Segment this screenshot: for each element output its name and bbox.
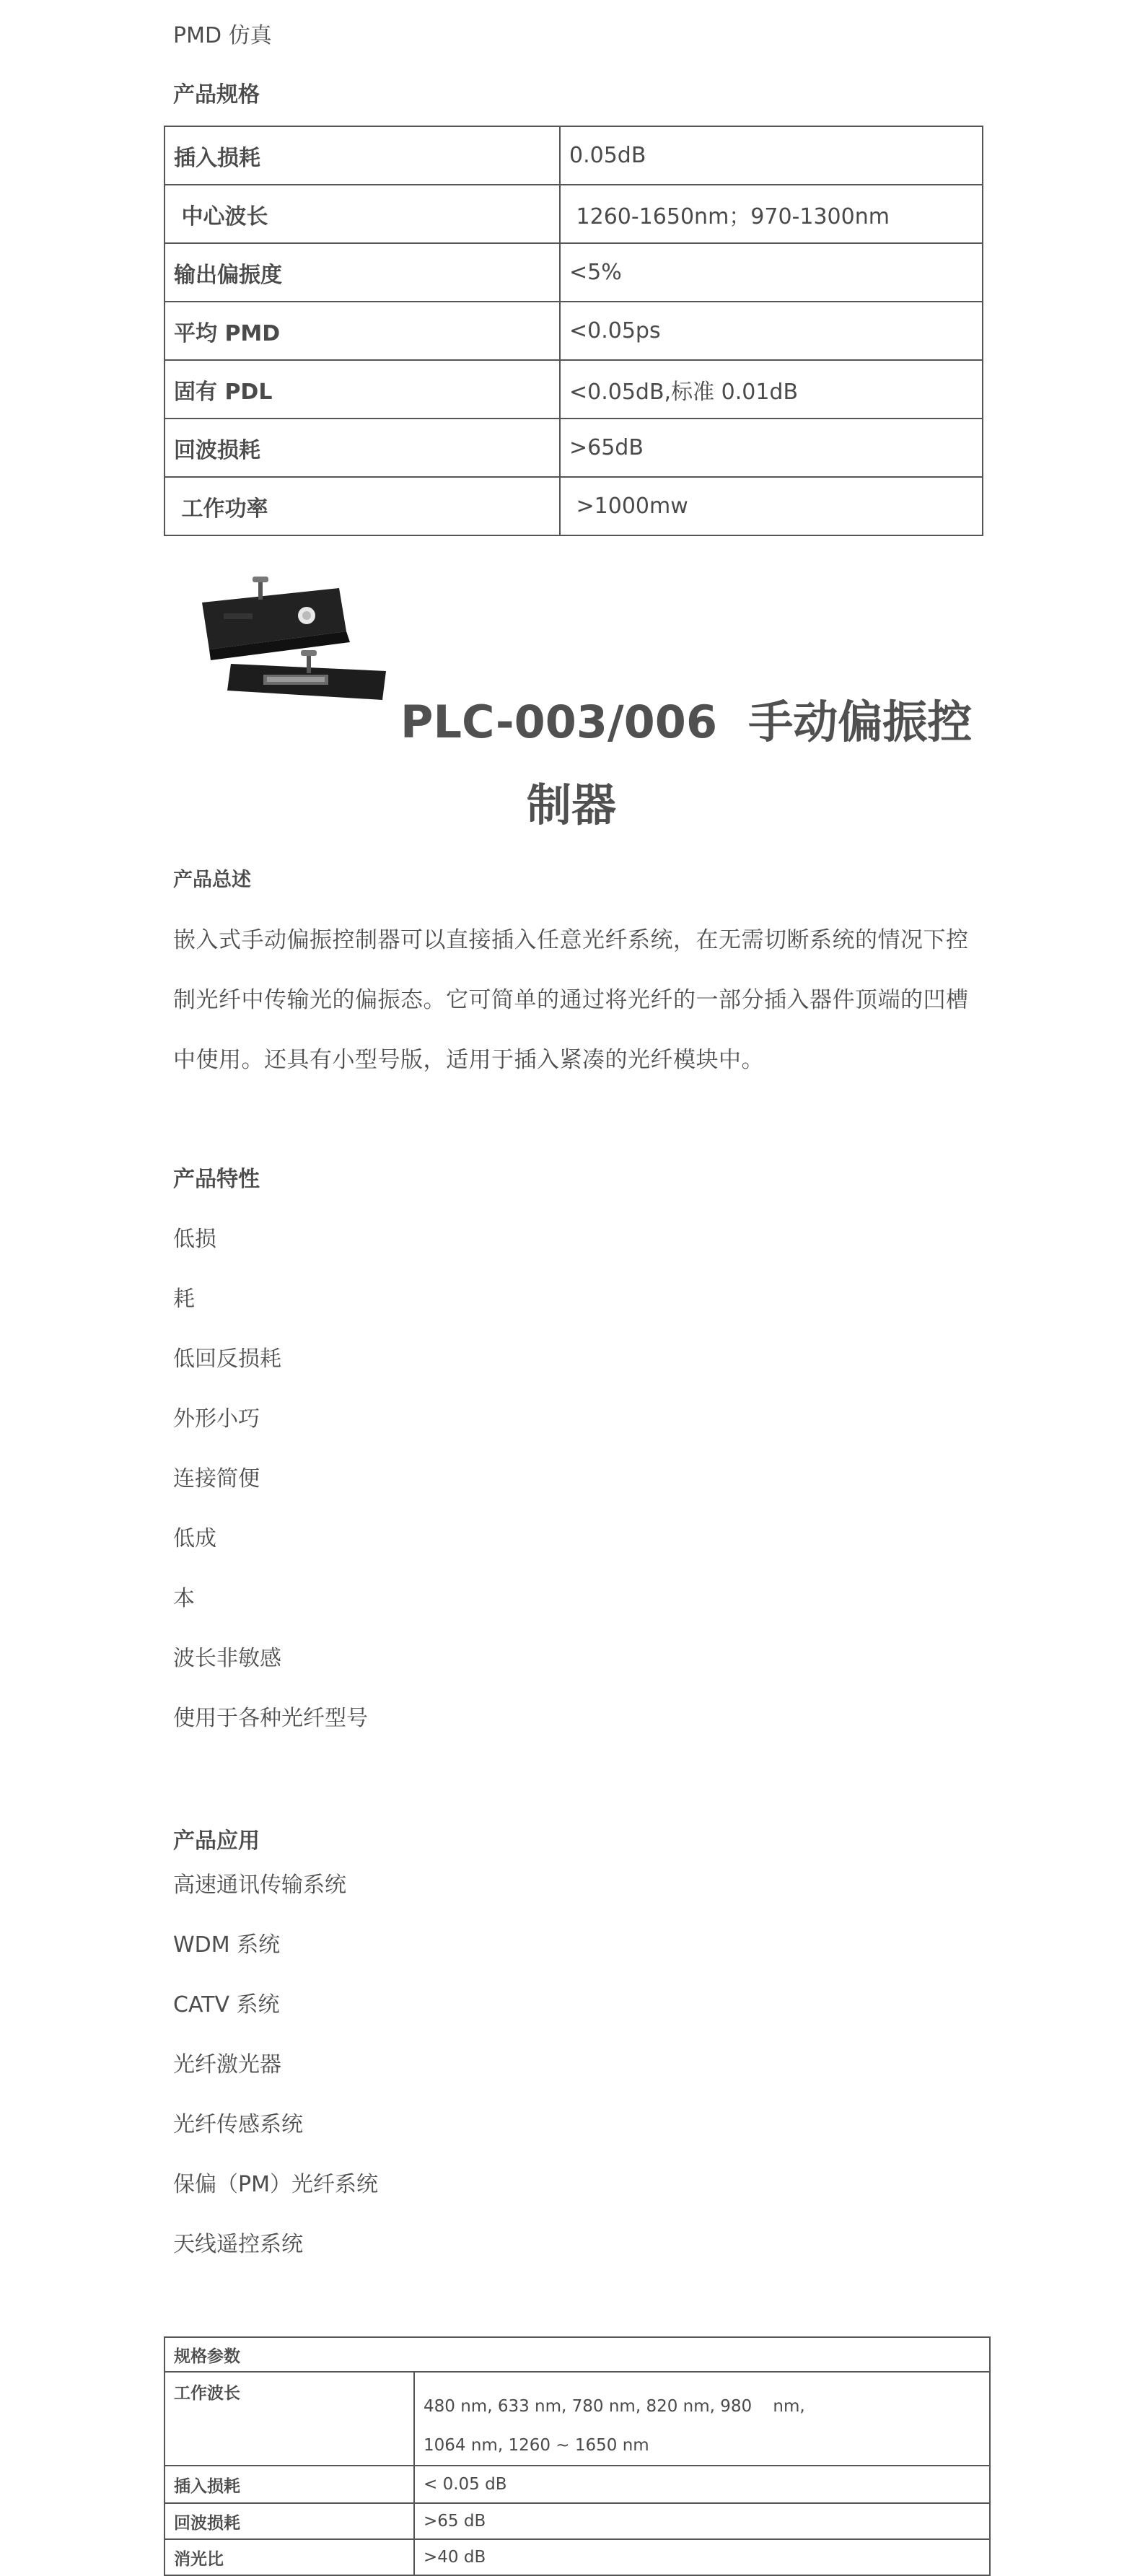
product-image bbox=[195, 574, 397, 707]
spec-table bbox=[164, 126, 983, 536]
param-key: 插入损耗 bbox=[164, 2466, 414, 2503]
param-table-header: 规格参数 bbox=[164, 2337, 990, 2372]
param-value-line: 480 nm, 633 nm, 780 nm, 820 nm, 980 nm, bbox=[424, 2397, 805, 2416]
param-key: 回波损耗 bbox=[164, 2503, 414, 2539]
param-value-line: 1064 nm, 1260 ~ 1650 nm bbox=[424, 2436, 649, 2455]
param-value bbox=[414, 2372, 990, 2466]
application-item: 高速通讯传输系统 bbox=[173, 1872, 346, 1898]
spec-value: <5% bbox=[560, 243, 983, 302]
feature-item: 低回反损耗 bbox=[173, 1346, 281, 1372]
product-title: PLC-003/006 手动偏振控 bbox=[400, 696, 973, 748]
feature-item: 波长非敏感 bbox=[173, 1646, 281, 1671]
application-item: WDM 系统 bbox=[173, 1932, 281, 1958]
application-item: 光纤激光器 bbox=[173, 2052, 281, 2077]
feature-item: 使用于各种光纤型号 bbox=[173, 1706, 368, 1731]
spec-value: 0.05dB bbox=[560, 126, 983, 185]
product-title-continued: 制器 bbox=[527, 779, 617, 831]
table-row bbox=[164, 419, 983, 477]
overview-line: 中使用。还具有小型号版，适用于插入紧凑的光纤模块中。 bbox=[173, 1047, 764, 1073]
overview-paragraph bbox=[173, 911, 981, 1090]
spec-value: <0.05dB,标准 0.01dB bbox=[560, 360, 983, 419]
spec-key: 输出偏振度 bbox=[164, 243, 560, 302]
table-row bbox=[164, 2539, 990, 2575]
param-table bbox=[164, 2336, 991, 2576]
application-item: 天线遥控系统 bbox=[173, 2232, 303, 2257]
table-row bbox=[164, 185, 983, 243]
table-row bbox=[164, 2503, 990, 2539]
spec-value: >1000mw bbox=[560, 477, 983, 535]
spec-key: 平均 PMD bbox=[164, 302, 560, 360]
feature-item: 本 bbox=[173, 1586, 195, 1611]
applications-heading: 产品应用 bbox=[173, 1828, 260, 1854]
table-row bbox=[164, 243, 983, 302]
application-item: CATV 系统 bbox=[173, 1992, 280, 2018]
feature-item: 低成 bbox=[173, 1526, 216, 1551]
feature-item: 外形小巧 bbox=[173, 1406, 260, 1432]
table-row bbox=[164, 302, 983, 360]
table-row bbox=[164, 360, 983, 419]
table-row bbox=[164, 2337, 990, 2372]
table-row bbox=[164, 2466, 990, 2503]
spec-key: 回波损耗 bbox=[164, 419, 560, 477]
param-key: 消光比 bbox=[164, 2539, 414, 2575]
top-label: PMD 仿真 bbox=[173, 23, 272, 48]
feature-item: 连接简便 bbox=[173, 1466, 260, 1491]
param-value: < 0.05 dB bbox=[414, 2466, 990, 2503]
features-heading: 产品特性 bbox=[173, 1167, 260, 1192]
spec-value: >65dB bbox=[560, 419, 983, 477]
spec-key: 中心波长 bbox=[164, 185, 560, 243]
param-key: 工作波长 bbox=[164, 2372, 414, 2466]
spec-heading: 产品规格 bbox=[173, 82, 260, 108]
spec-value: <0.05ps bbox=[560, 302, 983, 360]
feature-item: 低损 bbox=[173, 1227, 216, 1252]
param-value: >65 dB bbox=[414, 2503, 990, 2539]
feature-item: 耗 bbox=[173, 1287, 195, 1312]
spec-key: 固有 PDL bbox=[164, 360, 560, 419]
overview-heading: 产品总述 bbox=[173, 869, 251, 891]
table-row bbox=[164, 126, 983, 185]
overview-line: 制光纤中传输光的偏振态。它可简单的通过将光纤的一部分插入器件顶端的凹槽 bbox=[173, 987, 969, 1013]
table-row bbox=[164, 2372, 990, 2466]
table-row bbox=[164, 477, 983, 535]
overview-line: 嵌入式手动偏振控制器可以直接插入任意光纤系统，在无需切断系统的情况下控 bbox=[173, 927, 969, 953]
param-value: >40 dB bbox=[414, 2539, 990, 2575]
spec-key: 工作功率 bbox=[164, 477, 560, 535]
application-item: 保偏（PM）光纤系统 bbox=[173, 2172, 378, 2197]
spec-key: 插入损耗 bbox=[164, 126, 560, 185]
spec-value: 1260-1650nm；970-1300nm bbox=[560, 185, 983, 243]
application-item: 光纤传感系统 bbox=[173, 2112, 303, 2137]
